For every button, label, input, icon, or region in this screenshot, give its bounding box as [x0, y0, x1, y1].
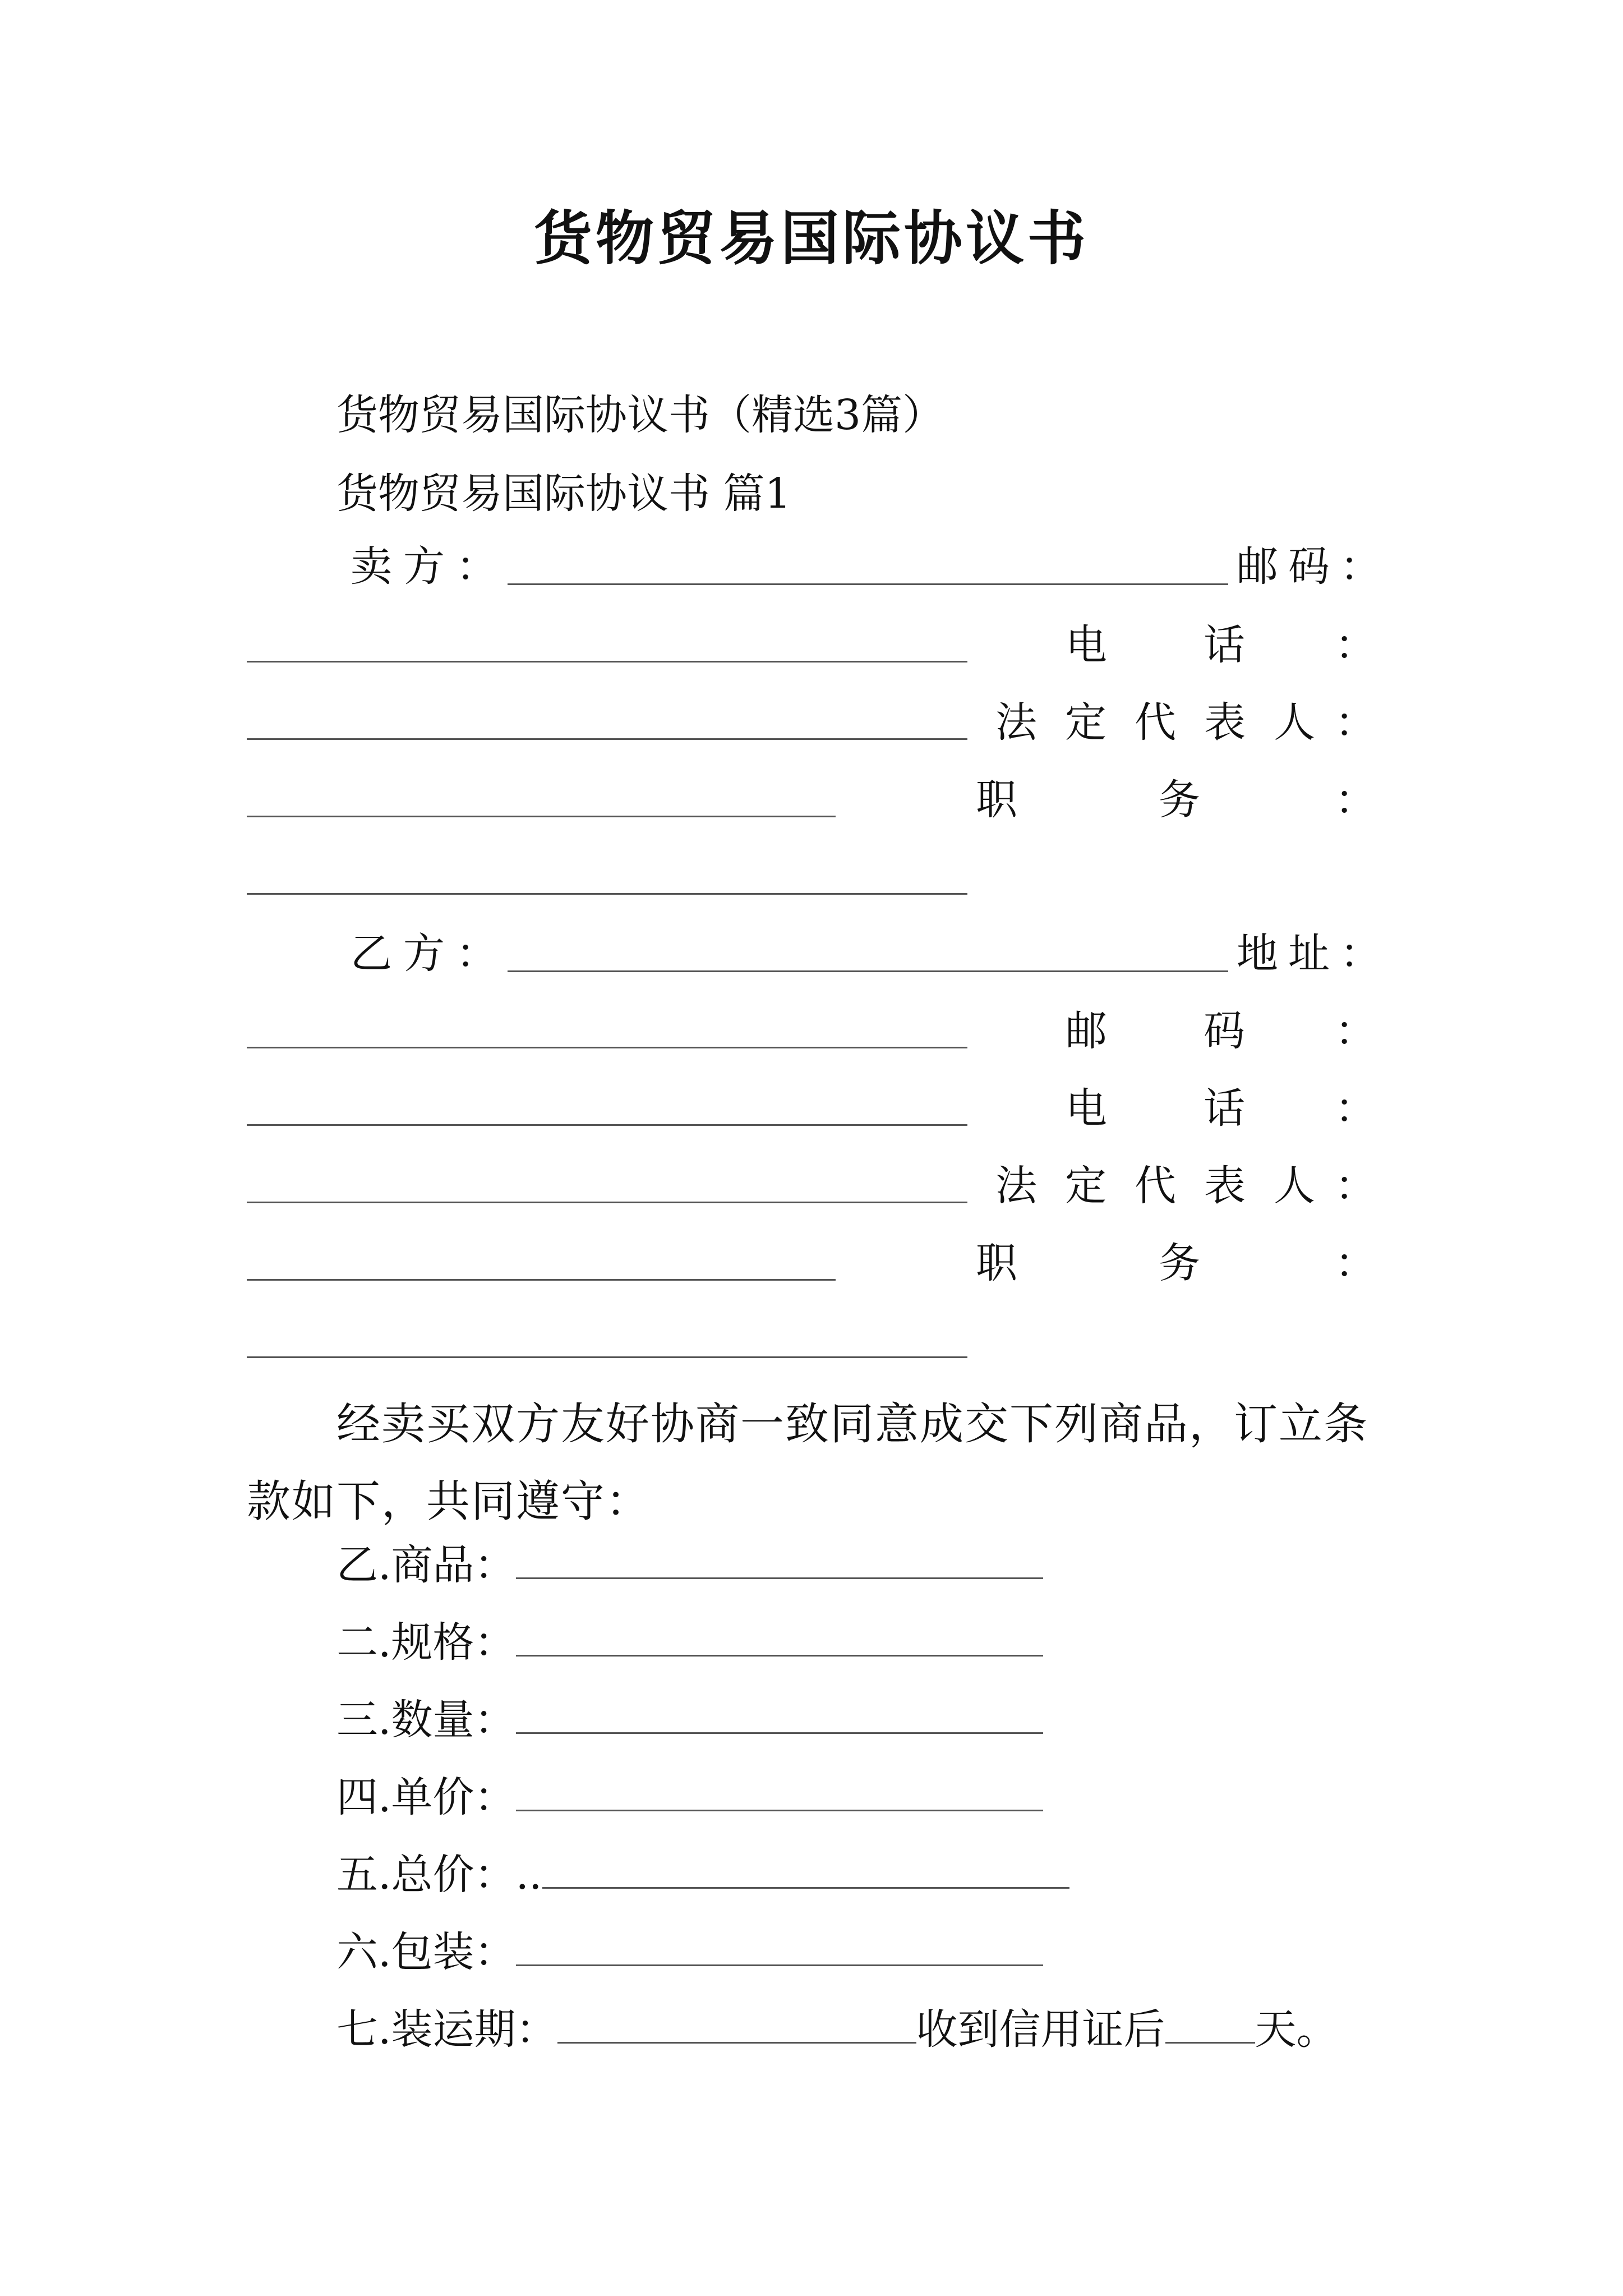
item-unit-price: [336, 1769, 1043, 1825]
buyer-phone-label: [1066, 1080, 1245, 1137]
buyer-legal-rep-blank[interactable]: [247, 1279, 836, 1281]
buyer-position-label: [976, 1235, 1200, 1291]
item-unit-price-label: 四.单价：: [336, 1773, 516, 1821]
seller-position-char: 务: [1159, 776, 1200, 824]
seller-phone-blank[interactable]: [247, 738, 967, 740]
seller-phone-colon: ：: [1335, 621, 1376, 669]
seller-postcode-label: 邮码：: [1237, 542, 1391, 591]
buyer-address-label: 地址：: [1237, 930, 1391, 978]
item-quantity: [336, 1692, 1043, 1748]
item-goods: [336, 1537, 1043, 1593]
item-shipping: [336, 2001, 1338, 2058]
seller-legal-rep-blank[interactable]: [247, 816, 836, 817]
seller-party-label: 卖方：: [351, 542, 509, 591]
buyer-legal-rep-char: 表: [1204, 1162, 1246, 1210]
item-quantity-label: 三.数量：: [336, 1696, 516, 1744]
item-packing-label: 六.包装：: [336, 1928, 516, 1976]
seller-phone-char: 话: [1204, 621, 1245, 669]
buyer-legal-rep-char: 人: [1274, 1162, 1315, 1210]
buyer-legal-rep-colon: ：: [1335, 1162, 1376, 1210]
buyer-phone-char: 电: [1066, 1084, 1107, 1133]
seller-phone-char: 电: [1066, 621, 1107, 669]
buyer-name-blank[interactable]: [508, 970, 1228, 972]
buyer-position-char: 务: [1159, 1239, 1200, 1287]
buyer-postcode-char: 码: [1204, 1007, 1245, 1055]
buyer-phone-colon: ：: [1335, 1084, 1376, 1133]
buyer-postcode-label: [1066, 1003, 1245, 1059]
buyer-position-blank[interactable]: [247, 1356, 967, 1358]
document-title: 货物贸易国际协议书: [533, 204, 1089, 273]
item-shipping-label: 七.装运期：: [336, 2005, 557, 2054]
seller-legal-rep-char: 人: [1274, 698, 1315, 747]
seller-position-blank[interactable]: [247, 893, 967, 895]
item-shipping-blank[interactable]: [557, 2003, 916, 2044]
seller-position-label: [976, 772, 1200, 828]
seller-position-char: 职: [976, 776, 1017, 824]
seller-legal-rep-char: 代: [1135, 698, 1176, 747]
buyer-legal-rep-char: 代: [1135, 1162, 1176, 1210]
item-packing: [336, 1924, 1043, 1980]
buyer-position-colon: ：: [1335, 1239, 1376, 1287]
item-unit-price-blank[interactable]: [516, 1770, 1043, 1811]
item-spec: [336, 1614, 1043, 1671]
item-shipping-days-blank[interactable]: [1165, 2003, 1255, 2044]
buyer-address-blank[interactable]: [247, 1047, 967, 1048]
item-total-price-label: 五.总价：..: [336, 1851, 542, 1899]
document-subtitle: 货物贸易国际协议书（精选3篇）: [336, 391, 944, 439]
item-spec-label: 二.规格：: [336, 1618, 516, 1667]
section-heading: 货物贸易国际协议书 篇1: [336, 470, 791, 518]
buyer-legal-rep-char: 定: [1065, 1162, 1106, 1210]
item-shipping-end: 天。: [1255, 2005, 1338, 2054]
agreement-intro: 经卖买双方友好协商一致同意成交下列商品，订立条款如下，共同遵守：: [247, 1399, 1369, 1527]
seller-legal-rep-char: 定: [1065, 698, 1106, 747]
seller-phone-label: [1066, 617, 1245, 673]
seller-legal-rep-char: 法: [995, 698, 1037, 747]
buyer-legal-rep-char: 法: [995, 1162, 1037, 1210]
buyer-party-label: 乙方：: [351, 930, 509, 978]
item-shipping-middle: 收到信用证后: [916, 2005, 1165, 2054]
seller-name-blank[interactable]: [508, 583, 1228, 585]
item-goods-label: 乙.商品：: [336, 1541, 516, 1589]
buyer-postcode-blank[interactable]: [247, 1124, 967, 1126]
item-goods-blank[interactable]: [516, 1538, 1043, 1579]
buyer-phone-blank[interactable]: [247, 1202, 967, 1203]
seller-postcode-blank[interactable]: [247, 661, 967, 662]
item-total-price-blank[interactable]: [542, 1848, 1069, 1889]
item-spec-blank[interactable]: [516, 1616, 1043, 1657]
buyer-postcode-char: 邮: [1066, 1007, 1107, 1055]
buyer-phone-char: 话: [1204, 1084, 1245, 1133]
buyer-position-char: 职: [976, 1239, 1017, 1287]
seller-position-colon: ：: [1335, 776, 1376, 824]
buyer-postcode-colon: ：: [1335, 1007, 1376, 1055]
buyer-legal-rep-label: [995, 1158, 1315, 1214]
seller-legal-rep-label: [995, 694, 1315, 751]
seller-legal-rep-char: 表: [1204, 698, 1246, 747]
item-packing-blank[interactable]: [516, 1925, 1043, 1966]
seller-legal-rep-colon: ：: [1335, 698, 1376, 747]
item-quantity-blank[interactable]: [516, 1693, 1043, 1734]
item-total-price: [336, 1847, 1069, 1903]
